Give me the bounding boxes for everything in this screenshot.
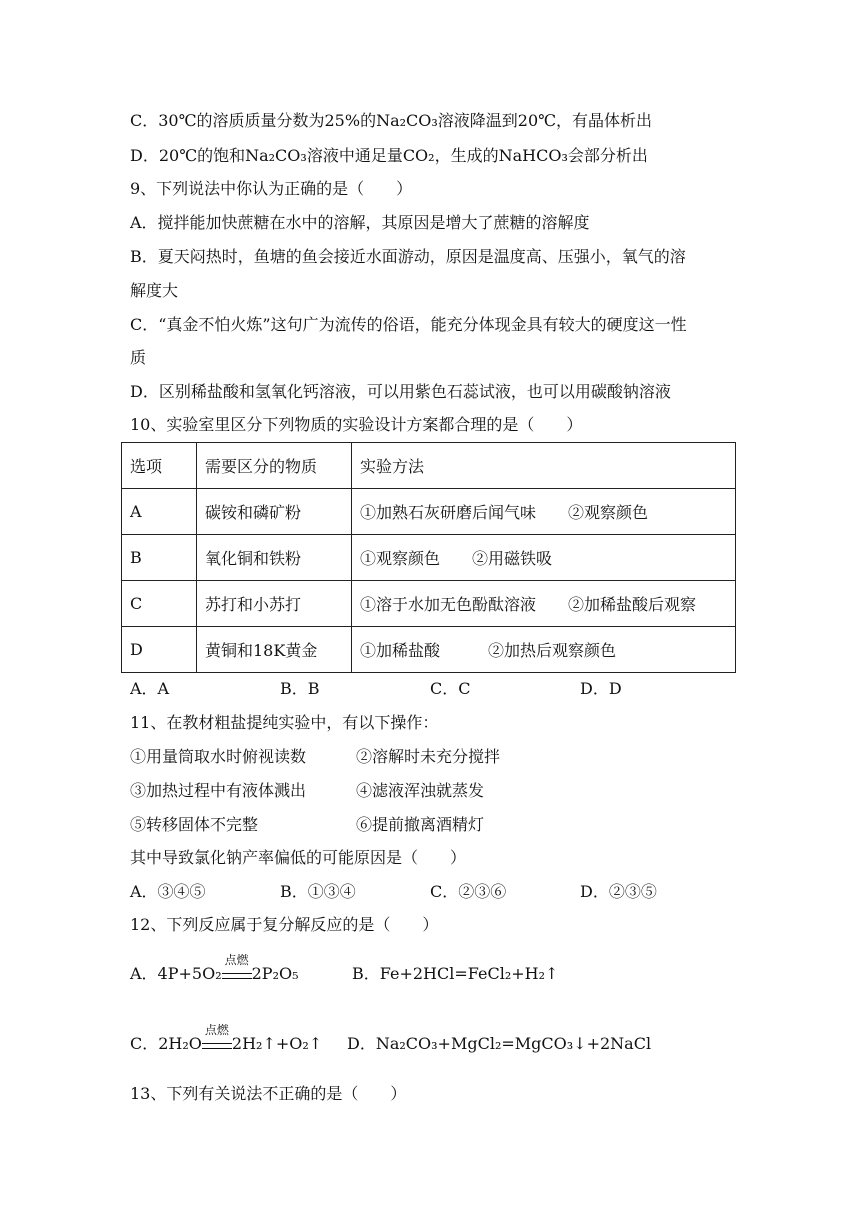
- reaction-condition: [202, 1023, 232, 1055]
- table-cell: 氧化铜和铁粉: [197, 535, 352, 581]
- table-cell: ①溶于水加无色酚酞溶液 ②加稀盐酸后观察: [352, 581, 736, 627]
- table-header-cell: 实验方法: [352, 443, 736, 489]
- q10-choice-b: B．B: [280, 679, 320, 698]
- table-cell: 黄铜和18K黄金: [197, 627, 352, 673]
- q9-option-b-line2: 解度大: [130, 281, 179, 300]
- table-cell: D: [122, 627, 197, 673]
- table-header-cell: 需要区分的物质: [197, 443, 352, 489]
- table-row: [122, 627, 736, 673]
- equation-left: C．2H₂O: [130, 1034, 202, 1053]
- q12-option-a: [130, 953, 299, 985]
- q11-op-4: ④滤液浑浊就蒸发: [356, 781, 485, 800]
- q8-option-c: C．30℃的溶质质量分数为25%的Na₂CO₃溶液降温到20℃，有晶体析出: [130, 111, 653, 130]
- q11-choice-a: A．③④⑤: [130, 882, 206, 901]
- condition-label: 点燃: [204, 1023, 229, 1037]
- q10-stem: 10、实验室里区分下列物质的实验设计方案都合理的是（ ）: [130, 415, 583, 434]
- table-header-cell: 选项: [122, 443, 197, 489]
- table-cell: ①加熟石灰研磨后闻气味 ②观察颜色: [352, 489, 736, 535]
- q11-op-6: ⑥提前撤离酒精灯: [356, 815, 485, 834]
- q9-option-a: A．搅拌能加快蔗糖在水中的溶解，其原因是增大了蔗糖的溶解度: [130, 213, 590, 232]
- q9-option-d: D．区别稀盐酸和氢氧化钙溶液，可以用紫色石蕊试液，也可以用碳酸钠溶液: [130, 382, 671, 401]
- q11-op-2: ②溶解时未充分搅拌: [356, 747, 501, 766]
- q11-choice-d: D．②③⑤: [580, 882, 657, 901]
- q11-op-5: ⑤转移固体不完整: [130, 815, 259, 834]
- table-cell: 苏打和小苏打: [197, 581, 352, 627]
- table-cell: C: [122, 581, 197, 627]
- table-cell: 碳铵和磷矿粉: [197, 489, 352, 535]
- q11-choice-c: C．②③⑥: [430, 882, 507, 901]
- q13-stem: 13、下列有关说法不正确的是（ ）: [130, 1084, 407, 1103]
- q9-option-b-line1: B．夏天闷热时，鱼塘的鱼会接近水面游动，原因是温度高、压强小，氧气的溶: [130, 247, 686, 266]
- q11-question: 其中导致氯化钠产率偏低的可能原因是（ ）: [130, 848, 467, 867]
- table-row: [122, 581, 736, 627]
- q11-stem: 11、在教材粗盐提纯实验中，有以下操作：: [130, 713, 439, 732]
- reaction-condition: [222, 953, 252, 985]
- q10-choice-d: D．D: [580, 679, 622, 698]
- table-cell: ①观察颜色 ②用磁铁吸: [352, 535, 736, 581]
- q10-choice-c: C．C: [430, 679, 471, 698]
- q10-table: [121, 442, 736, 673]
- table-row: [122, 489, 736, 535]
- table-header-row: [122, 443, 736, 489]
- q12-option-c: [130, 1023, 323, 1055]
- q9-option-c-line1: C．“真金不怕火炼”这句广为流传的俗语，能充分体现金具有较大的硬度这一性: [130, 315, 687, 334]
- equation-left: A．4P+5O₂: [130, 964, 222, 983]
- q9-option-c-line2: 质: [130, 348, 147, 367]
- table-row: [122, 535, 736, 581]
- q12-stem: 12、下列反应属于复分解反应的是（ ）: [130, 915, 439, 934]
- q8-option-d: D．20℃的饱和Na₂CO₃溶液中通足量CO₂，生成的NaHCO₃会部分析出: [130, 146, 648, 165]
- equation-right: 2H₂↑+O₂↑: [231, 1034, 323, 1053]
- q12-option-d: D．Na₂CO₃+MgCl₂=MgCO₃↓+2NaCl: [347, 1034, 652, 1053]
- equals-sign: [222, 973, 252, 979]
- q10-choice-a: A．A: [130, 679, 170, 698]
- q12-option-b: B．Fe+2HCl=FeCl₂+H₂↑: [352, 964, 559, 983]
- equals-sign: [202, 1043, 232, 1049]
- q11-op-1: ①用量筒取水时俯视读数: [130, 747, 307, 766]
- condition-label: 点燃: [224, 953, 249, 967]
- table-cell: ①加稀盐酸 ②加热后观察颜色: [352, 627, 736, 673]
- table-cell: B: [122, 535, 197, 581]
- q11-choice-b: B．①③④: [280, 882, 356, 901]
- table-cell: A: [122, 489, 197, 535]
- q9-stem: 9、下列说法中你认为正确的是（ ）: [130, 179, 413, 198]
- q11-op-3: ③加热过程中有液体溅出: [130, 781, 307, 800]
- equation-right: 2P₂O₅: [251, 964, 299, 983]
